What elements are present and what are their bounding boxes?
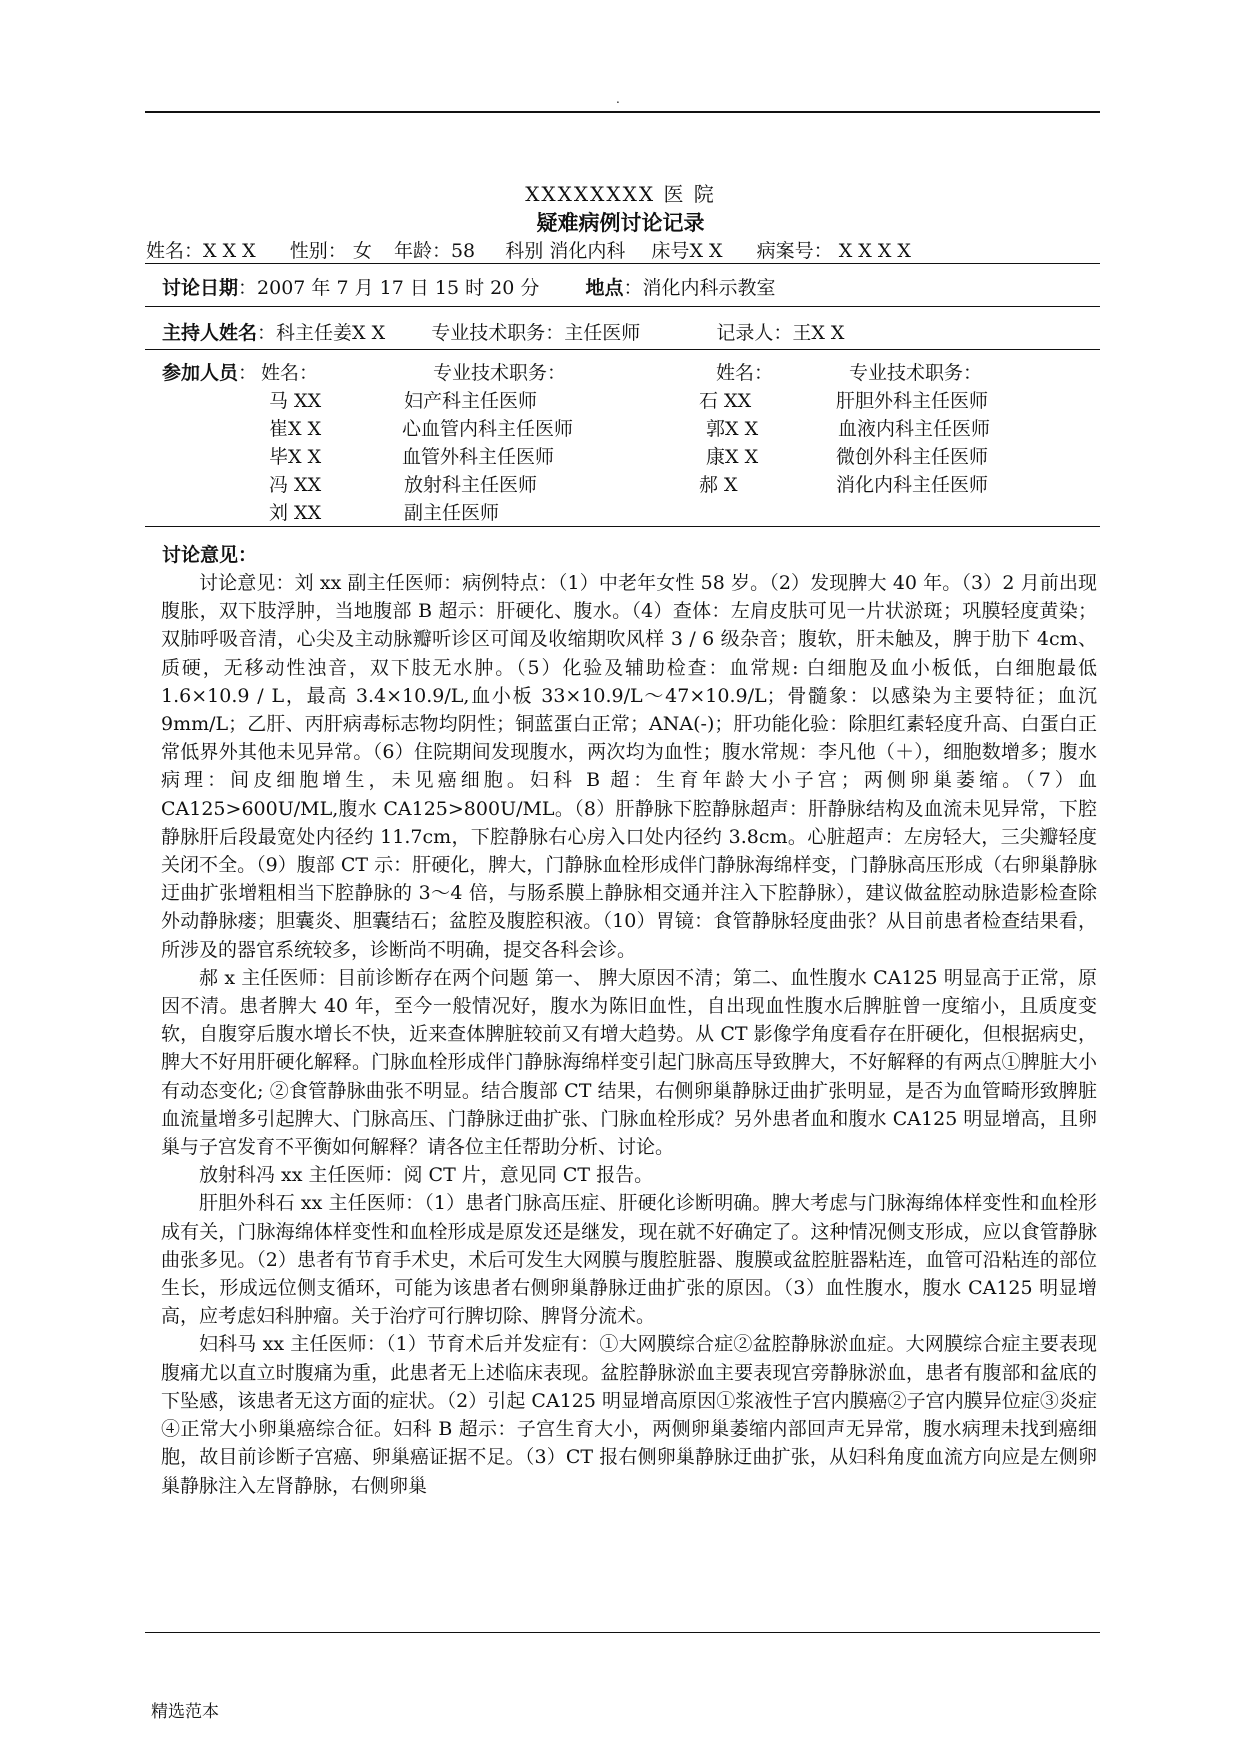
participants-colon: ： — [238, 362, 258, 384]
recorder-label: 记录人： — [716, 322, 793, 344]
date-label: 讨论日期 — [162, 277, 239, 299]
host-label: 主持人姓名 — [162, 322, 258, 344]
participant-title: 妇产科主任医师 — [404, 390, 538, 412]
date-value: ：2007 年 7 月 17 日 15 时 20 分 — [238, 277, 540, 299]
hospital-name: XXXXXXXX 医 院 — [525, 182, 716, 206]
age-label: 年龄： — [393, 240, 451, 262]
header-mark: . — [616, 92, 620, 106]
divider-1 — [145, 263, 1100, 264]
divider-2 — [145, 306, 1100, 307]
participant-title: 放射科主任医师 — [404, 474, 538, 496]
participant-name: 石 XX — [699, 390, 752, 412]
discussion-body — [161, 569, 1097, 1500]
host-title-value: 主任医师 — [564, 322, 641, 344]
participant-title: 血液内科主任医师 — [838, 418, 991, 440]
name-label: 姓名： — [146, 240, 204, 262]
participant-title: 消化内科主任医师 — [836, 474, 989, 496]
participant-name: 郭X X — [706, 418, 759, 440]
participant-title: 肝胆外科主任医师 — [836, 390, 989, 412]
participant-name: 毕X X — [269, 446, 322, 468]
patient-dept: 消化内科 — [549, 240, 626, 262]
recorder-value: 王X X — [792, 322, 845, 344]
bottom-rule — [145, 1632, 1100, 1633]
header-rule — [145, 111, 1100, 113]
patient-bed: X X — [689, 240, 723, 262]
sex-label: 性别： — [289, 240, 347, 262]
name-header-1: 姓名： — [261, 362, 319, 384]
title-header-2: 专业技术职务： — [849, 362, 983, 384]
participant-title: 心血管内科主任医师 — [402, 418, 574, 440]
divider-4 — [145, 526, 1100, 527]
patient-name: X X X — [203, 240, 256, 262]
participant-name: 康X X — [706, 446, 759, 468]
divider-3 — [145, 349, 1100, 350]
participant-name: 崔X X — [269, 418, 322, 440]
participants-label: 参加人员 — [162, 362, 239, 384]
discussion-date-row — [162, 273, 775, 300]
participant-name: 刘 XX — [269, 502, 322, 524]
title-header-1: 专业技术职务： — [433, 362, 567, 384]
paragraph: 讨论意见：刘 xx 副主任医师：病例特点：（1）中老年女性 58 岁。（2）发现脾大 40 年。（3）2 月前出现腹胀，双下肢浮肿，当地腹部 B 超示：肝硬化、腹水。（4）查体：左肩皮肤可见一片状淤斑；巩膜轻度黄染；双肺呼吸音清，心尖及主动脉瓣听诊区可闻及收缩期吹风样 3 / 6 级杂音；腹软，肝未触及，脾于肋下 4cm、质硬，无移动性浊音，双下肢无水肿。（5）化验及辅助检查：血常规: 白细胞及血小板低，白细胞最低 1.6×10.9 / L，最高 3.4×10.9/L,血小板 33×10.9/L～47×10.9/L；骨髓象：以感染为主要特征；血沉 9mm/L；乙肝、丙肝病毒标志物均阴性；铜蓝蛋白正常；ANA(-)；肝功能化验：除胆红素轻度升高、白蛋白正常低界外其他未见异常。（6）住院期间发现腹水，两次均为血性；腹水常规：李凡他（＋），细胞数增多；腹水病理：间皮细胞增生，未见癌细胞。妇科 B 超：生育年龄大小子宫；两侧卵巢萎缩。（7）血 CA125>600U/ML,腹水 CA125>800U/ML。（8）肝静脉下腔静脉超声：肝静脉结构及血流未见异常，下腔静脉肝后段最宽处内径约 11.7cm，下腔静脉右心房入口处内径约 3.8cm。心脏超声：左房轻大，三尖瓣轻度关闭不全。（9）腹部 CT 示：肝硬化，脾大，门静脉血栓形成伴门静脉海绵样变，门静脉高压形成（右卵巢静脉迂曲扩张增粗相当下腔静脉的 3～4 倍，与肠系膜上静脉相交通并注入下腔静脉），建议做盆腔动脉造影检查除外动静脉瘘；胆囊炎、胆囊结石；盆腔及腹腔积液。（10）胃镜：食管静脉轻度曲张？从目前患者检查结果看，所涉及的器官系统较多，诊断尚不明确，提交各科会诊。 — [161, 572, 1097, 961]
paragraph: 郝 x 主任医师：目前诊断存在两个问题 第一、 脾大原因不清；第二、血性腹水 CA125 明显高于正常，原因不清。患者脾大 40 年，至今一般情况好，腹水为陈旧血性，自出现血性腹水后脾脏曾一度缩小，且质度变软，自腹穿后腹水增长不快，近来查体脾脏较前又有增大趋势。从 CT 影像学角度看存在肝硬化，但根据病史，脾大不好用肝硬化解释。门脉血栓形成伴门静脉海绵样变引起门脉高压导致脾大，不好解释的有两点①脾脏大小有动态变化; ②食管静脉曲张不明显。结合腹部 CT 结果，右侧卵巢静脉迂曲扩张明显，是否为血管畸形致脾脏血流量增多引起脾大、门脉高压、门静脉迂曲扩张、门脉血栓形成？另外患者血和腹水 CA125 明显增高，且卵巢与子宫发育不平衡如何解释？请各位主任帮助分析、讨论。 — [161, 966, 1097, 1159]
participant-name: 冯 XX — [269, 474, 322, 496]
participant-title: 副主任医师 — [404, 502, 500, 524]
paragraph: 放射科冯 xx 主任医师：阅 CT 片，意见同 CT 报告。 — [199, 1164, 654, 1187]
record-label: 病案号： — [756, 240, 833, 262]
participant-title: 微创外科主任医师 — [836, 446, 989, 468]
participant-name: 马 XX — [269, 390, 322, 412]
patient-age: 58 — [450, 240, 476, 262]
host-row — [162, 318, 844, 345]
host-value: ：科主任姜X X — [257, 322, 386, 344]
dept-label: 科别 — [505, 240, 544, 262]
place-value: ：消化内科示教室 — [623, 277, 776, 299]
patient-info — [146, 236, 911, 263]
name-header-2: 姓名： — [716, 362, 774, 384]
document-title: 疑难病例讨论记录 — [536, 211, 705, 235]
footer-text: 精选范本 — [151, 1702, 219, 1722]
patient-record: X X X X — [838, 240, 911, 262]
paragraph: 妇科马 xx 主任医师：（1）节育术后并发症有：①大网膜综合症②盆腔静脉淤血症。大网膜综合症主要表现腹痛尤以直立时腹痛为重，此患者无上述临床表现。盆腔静脉淤血主要表现宫旁静脉淤血，患者有腹部和盆底的下坠感，该患者无这方面的症状。（2）引起 CA125 明显增高原因①浆液性子宫内膜癌②子宫内膜异位症③炎症④正常大小卵巢癌综合征。妇科 B 超示：子宫生育大小，两侧卵巢萎缩内部回声无异常，腹水病理未找到癌细胞，故目前诊断子宫癌、卵巢癌证据不足。（3）CT 报右侧卵巢静脉迂曲扩张，从妇科角度血流方向应是左侧卵巢静脉注入左肾静脉，右侧卵巢 — [161, 1333, 1097, 1497]
patient-sex: 女 — [352, 240, 372, 262]
participant-name: 郝 X — [699, 474, 738, 496]
host-title-label: 专业技术职务： — [431, 322, 565, 344]
paragraph: 肝胆外科石 xx 主任医师：（1）患者门脉高压症、肝硬化诊断明确。脾大考虑与门脉海绵体样变性和血栓形成有关，门脉海绵体样变性和血栓形成是原发还是继发，现在就不好确定了。这种情况侧支形成，应以食管静脉曲张多见。（2）患者有节育手术史，术后可发生大网膜与腹腔脏器、腹膜或盆腔脏器粘连，血管可沿粘连的部位生长，形成远位侧支循环，可能为该患者右侧卵巢静脉迂曲扩张的原因。（3）血性腹水，腹水 CA125 明显增高，应考虑妇科肿瘤。关于治疗可行脾切除、脾肾分流术。 — [161, 1192, 1097, 1328]
bed-label: 床号 — [651, 240, 690, 262]
place-label: 地点 — [585, 277, 624, 299]
opinion-heading: 讨论意见： — [162, 544, 258, 566]
participant-title: 血管外科主任医师 — [402, 446, 555, 468]
participants-header — [162, 358, 257, 385]
